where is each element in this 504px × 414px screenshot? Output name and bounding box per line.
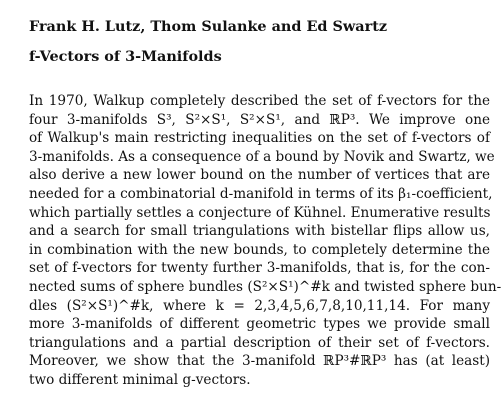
abstract-line: triangulations and a partial description of their set of f-vectors.	[29, 334, 490, 351]
abstract-line: and a search for small triangulations with bistellar flips allow us,	[29, 223, 490, 240]
abstract-line: 3-manifolds. As a consequence of a bound by Novik and Swartz, we	[29, 148, 495, 165]
abstract-line: dles (S²×S¹)^#k, where k = 2,3,4,5,6,7,8,10,11,14. For many	[29, 297, 490, 314]
abstract-line: Moreover, we show that the 3-manifold ℝP³#ℝP³ has (at least)	[29, 353, 490, 370]
abstract-line: also derive a new lower bound on the number of vertices that are	[29, 167, 490, 184]
paper-authors: Frank H. Lutz, Thom Sulanke and Ed Swartz	[29, 18, 388, 35]
abstract-line: in combination with the new bounds, to completely determine the	[29, 241, 490, 258]
abstract-line: four 3-manifolds S³, S²×S¹, S²×S¹, and ℝP³. We improve one	[29, 111, 490, 128]
abstract-line: set of f-vectors for twenty further 3-manifolds, that is, for the con-	[29, 260, 490, 277]
abstract-line: nected sums of sphere bundles (S²×S¹)^#k and twisted sphere bun-	[29, 278, 502, 295]
paper-title: f-Vectors of 3-Manifolds	[29, 48, 222, 65]
abstract	[29, 92, 502, 390]
abstract-line: needed for a combinatorial d-manifold in terms of its β₁-coefficient,	[29, 185, 493, 202]
abstract-line: In 1970, Walkup completely described the set of f-vectors for the	[29, 93, 490, 109]
abstract-line: more 3-manifolds of different geometric types we provide small	[29, 316, 490, 333]
abstract-line: two different minimal g-vectors.	[29, 371, 251, 388]
abstract-line: of Walkup's main restricting inequalities on the set of f-vectors of	[29, 130, 490, 147]
abstract-line: which partially settles a conjecture of Kühnel. Enumerative results	[29, 204, 491, 221]
